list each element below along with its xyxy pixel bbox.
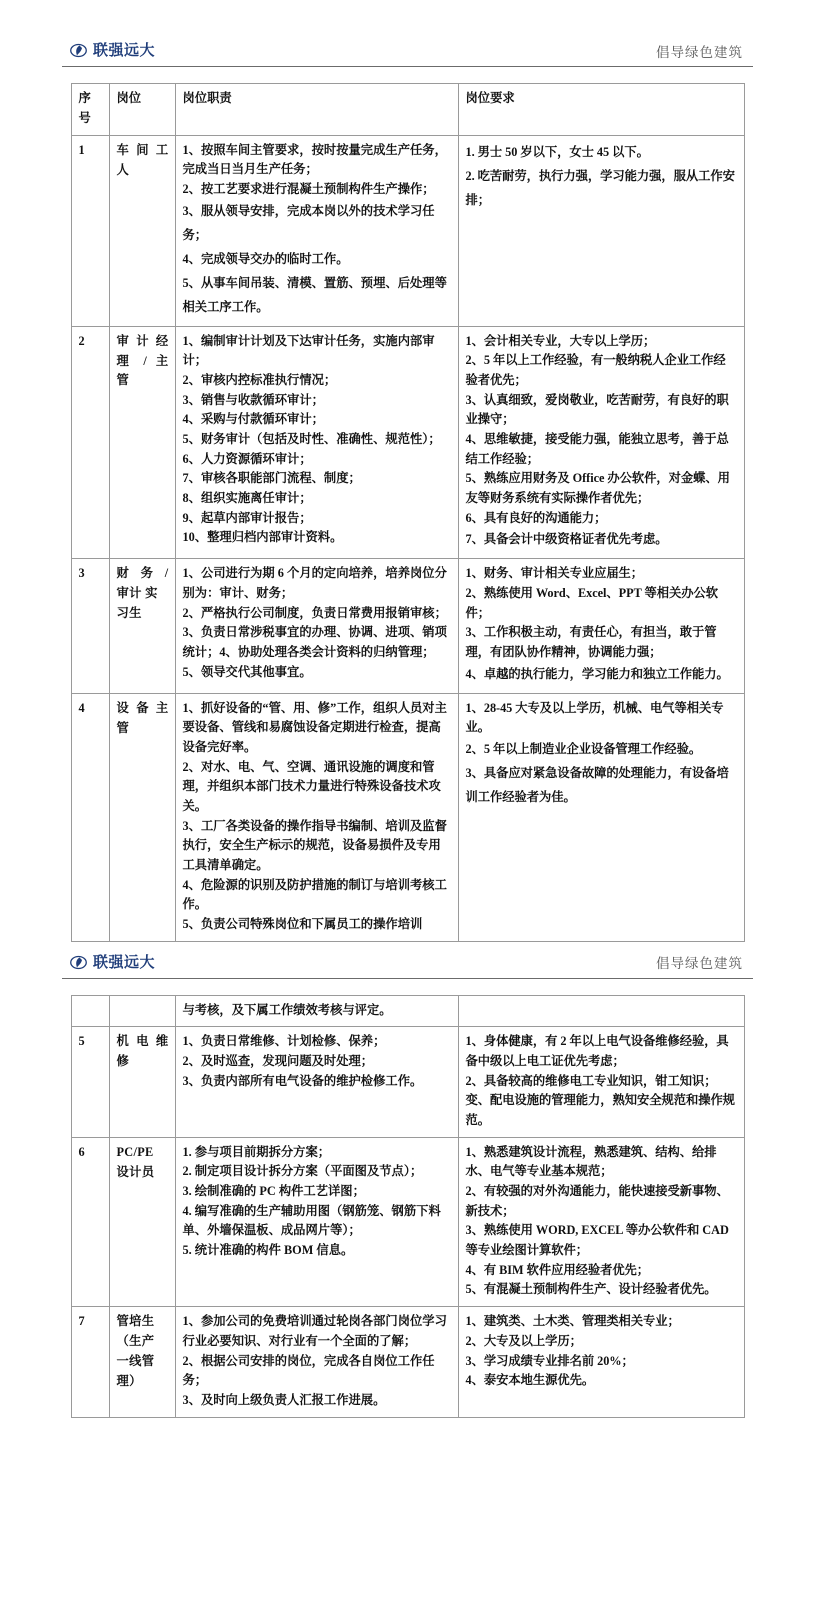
post-line: 人 (116, 162, 130, 177)
row-duty (175, 1137, 458, 1306)
table-row-continuation (71, 995, 744, 1027)
post-line: 设 备 主 (116, 700, 169, 715)
row-req (458, 1027, 744, 1137)
page-header-1 (0, 42, 815, 63)
page-break (0, 942, 815, 954)
row-req (458, 326, 744, 559)
req-item: 1、财务、审计相关专业应届生； (465, 566, 644, 581)
row-number: 4 (71, 693, 109, 941)
req-item: 2、具备较高的维修电工专业知识，钳工知识；变、配电设施的管理能力，熟知安全规范和操作规范。 (465, 1073, 735, 1128)
header-tagline: 倡导绿色建筑 (656, 956, 743, 972)
row-duty (175, 135, 458, 326)
row-post (109, 1307, 175, 1417)
req-item: 1、28-45 大专及以上学历，机械、电气等相关专业。 (465, 700, 724, 735)
req-item: 6、具有良好的沟通能力； (465, 510, 607, 525)
duty-item: 5. 统计准确的构件 BOM 信息。 (182, 1243, 354, 1258)
duty-item: 3、服从领导安排，完成本岗以外的技术学习任务； (182, 203, 435, 242)
circle-swoosh-logo-icon (70, 42, 87, 59)
row-post (109, 1137, 175, 1306)
row-duty (175, 326, 458, 559)
req-item: 3、熟练使用 WORD, EXCEL 等办公软件和 CAD 等专业绘图计算软件； (465, 1223, 729, 1258)
duty-item: 3、及时向上级负责人汇报工作进展。 (182, 1392, 386, 1407)
duty-item: 4、采购与付款循环审计； (182, 412, 324, 427)
duty-item: 10、整理归档内部审计资料。 (182, 530, 343, 545)
duty-item: 3、负责日常涉税事宜的办理、协调、进项、销项统计；4、协助处理各类会计资料的归纳管理； (182, 625, 447, 660)
req-item: 1. 男士 50 岁以下，女士 45 以下。 (465, 144, 649, 159)
duty-item: 2. 制定项目设计拆分方案（平面图及节点）； (182, 1164, 423, 1179)
row-post (109, 693, 175, 941)
post-line: 审 计 经 (116, 333, 169, 348)
req-item: 2、5 年以上工作经验，有一般纳税人企业工作经验者优先； (465, 353, 726, 388)
row-post (109, 135, 175, 326)
req-item: 5、熟练应用财务及 Office 办公软件，对金蝶、用友等财务系统有实际操作者优先； (465, 471, 730, 506)
brand-lockup (62, 42, 155, 59)
row-post (109, 326, 175, 559)
duty-item: 3、销售与收款循环审计； (182, 392, 324, 407)
duty-item: 7、审核各职能部门流程、制度； (182, 471, 361, 486)
req-item: 2、5 年以上制造业企业设备管理工作经验。 (465, 742, 702, 757)
req-item: 3、具备应对紧急设备故障的处理能力，有设备培训工作经验者为佳。 (465, 766, 729, 804)
req-item: 3、工作积极主动，有责任心，有担当，敢于管理，有团队协作精神，协调能力强； (465, 625, 717, 660)
duty-item: 2、按工艺要求进行混凝土预制构件生产操作； (182, 182, 435, 197)
req-item: 1、会计相关专业，大专以上学历； (465, 333, 656, 348)
req-item: 2. 吃苦耐劳，执行力强，学习能力强，服从工作安排； (465, 168, 735, 207)
brand-name: 联强远大 (93, 42, 156, 59)
duty-item: 3、工厂各类设备的操作指导书编制、培训及监督执行，安全生产标示的规范，设备易损件及专用工具清单确定。 (182, 818, 447, 873)
req-item: 1、建筑类、土木类、管理类相关专业； (465, 1314, 680, 1329)
row-number: 3 (71, 559, 109, 693)
duty-item: 1、抓好设备的“管、用、修”工作，组织人员对主要设备、管线和易腐蚀设备定期进行检查，提高设备完好率。 (182, 700, 447, 755)
post-line: 管培生 (116, 1314, 155, 1329)
top-margin (0, 0, 815, 42)
duty-item: 5、从事车间吊装、清模、置筋、预埋、后处理等相关工序工作。 (182, 275, 447, 314)
column-header-duty: 岗位职责 (175, 84, 458, 136)
column-header-req: 岗位要求 (458, 84, 744, 136)
duty-item: 4、危险源的识别及防护措施的制订与培训考核工作。 (182, 877, 447, 912)
column-header-no: 序号 (71, 84, 109, 136)
post-line: PC/PE (116, 1144, 154, 1159)
req-item: 4、思维敏捷，接受能力强，能独立思考，善于总结工作经验； (465, 432, 729, 466)
row-req (458, 693, 744, 941)
row-duty (175, 693, 458, 941)
duty-item: 3、负责内部所有电气设备的维护检修工作。 (182, 1073, 423, 1088)
row-duty (175, 1307, 458, 1417)
duty-item: 4、完成领导交办的临时工作。 (182, 251, 349, 266)
header-tagline: 倡导绿色建筑 (656, 44, 743, 60)
duty-item: 1、负责日常维修、计划检修、保养； (182, 1034, 386, 1049)
row-number: 2 (71, 326, 109, 559)
row-duty (175, 995, 458, 1027)
duty-item: 4. 编写准确的生产辅助用图（钢筋笼、钢筋下料单、外墙保温板、成品网片等）； (182, 1203, 441, 1238)
duty-item: 2、对水、电、气、空调、通讯设施的调度和管理，并组织本部门技术力量进行特殊设备技术攻关。 (182, 759, 441, 814)
duty-item: 9、起草内部审计报告； (182, 510, 312, 525)
brand-lockup (62, 954, 155, 971)
duty-item: 1、参加公司的免费培训通过轮岗各部门岗位学习行业必要知识、对行业有一个全面的了解； (182, 1314, 447, 1348)
req-item: 7、具备会计中级资格证者优先考虑。 (465, 532, 668, 547)
duty-item: 1. 参与项目前期拆分方案； (182, 1144, 331, 1159)
post-line: 管 (116, 720, 130, 735)
duty-item: 2、及时巡查，发现问题及时处理； (182, 1054, 374, 1069)
duty-item: 1、按照车间主管要求，按时按量完成生产任务，完成当日当月生产任务； (182, 142, 447, 177)
req-item: 1、熟悉建筑设计流程，熟悉建筑、结构、给排水、电气等专业基本规范； (465, 1144, 717, 1179)
post-line: （生产 (116, 1334, 155, 1349)
post-line: 财 务 / (116, 566, 169, 581)
table-row (71, 559, 744, 693)
req-item: 2、有较强的对外沟通能力，能快速接受新事物、新技术； (465, 1184, 729, 1218)
table-row (71, 326, 744, 559)
duty-item: 3. 绘制准确的 PC 构件工艺详图； (182, 1184, 365, 1199)
table-row (71, 1307, 744, 1417)
row-req (458, 1137, 744, 1306)
job-table-part-1 (71, 83, 745, 942)
row-number: 1 (71, 135, 109, 326)
post-line: 设计员 (116, 1164, 155, 1179)
duty-item: 5、财务审计（包括及时性、准确性、规范性）； (182, 432, 441, 447)
req-item: 5、有混凝土预制构件生产、设计经验者优先。 (465, 1282, 717, 1297)
page-header-2 (0, 954, 815, 975)
req-item: 3、认真细致，爱岗敬业，吃苦耐劳，有良好的职业操守； (465, 392, 729, 427)
table-header-row (71, 84, 744, 136)
row-duty (175, 1027, 458, 1137)
req-item: 2、大专及以上学历； (465, 1333, 582, 1348)
req-item: 4、有 BIM 软件应用经验者优先； (465, 1262, 650, 1277)
req-item: 1、身体健康，有 2 年以上电气设备维修经验，具备中级以上电工证优先考虑； (465, 1034, 729, 1069)
row-number: 5 (71, 1027, 109, 1137)
duty-item: 1、编制审计计划及下达审计任务，实施内部审计； (182, 333, 435, 368)
table-row (71, 1027, 744, 1137)
duty-item: 2、根据公司安排的岗位，完成各自岗位工作任务； (182, 1353, 435, 1388)
brand-name: 联强远大 (93, 953, 156, 971)
req-item: 3、学习成绩专业排名前 20%； (465, 1353, 634, 1368)
column-header-post: 岗位 (109, 84, 175, 136)
req-item: 4、卓越的执行能力，学习能力和独立工作能力。 (465, 666, 729, 681)
duty-item: 5、领导交代其他事宜。 (182, 664, 312, 679)
post-line: 理） (116, 1373, 142, 1388)
duty-item: 8、组织实施离任审计； (182, 491, 312, 506)
row-post (109, 559, 175, 693)
post-line: 车 间 工 (116, 142, 169, 157)
row-post (109, 1027, 175, 1137)
row-number (71, 995, 109, 1027)
row-req (458, 559, 744, 693)
table-row (71, 693, 744, 941)
post-line: 管 (116, 373, 130, 388)
job-table-part-2 (71, 995, 745, 1418)
table-row (71, 135, 744, 326)
circle-swoosh-logo-icon (70, 954, 87, 971)
req-item: 4、泰安本地生源优先。 (465, 1373, 595, 1388)
post-line: 审计 (116, 586, 142, 601)
duty-item: 1、公司进行为期 6 个月的定向培养，培养岗位分别为：审计、财务； (182, 566, 447, 601)
post-line: 理 / 主 (116, 353, 169, 368)
duty-item: 5、负责公司特殊岗位和下属员工的操作培训 (182, 917, 423, 932)
row-duty (175, 559, 458, 693)
post-line: 一线管 (116, 1353, 155, 1368)
row-number: 6 (71, 1137, 109, 1306)
req-item: 2、熟练使用 Word、Excel、PPT 等相关办公软件； (465, 586, 719, 620)
duty-item: 6、人力资源循环审计； (182, 451, 312, 466)
post-line: 实习生 (116, 586, 158, 621)
duty-item: 2、审核内控标准执行情况； (182, 373, 337, 388)
post-line: 修 (116, 1054, 130, 1069)
row-req (458, 1307, 744, 1417)
row-req (458, 995, 744, 1027)
duty-item: 2、严格执行公司制度，负责日常费用报销审核； (182, 605, 447, 620)
row-number: 7 (71, 1307, 109, 1417)
duty-item: 与考核，及下属工作绩效考核与评定。 (182, 1002, 392, 1017)
row-post (109, 995, 175, 1027)
table-row (71, 1137, 744, 1306)
post-line: 机 电 维 (116, 1034, 169, 1049)
row-req (458, 135, 744, 326)
